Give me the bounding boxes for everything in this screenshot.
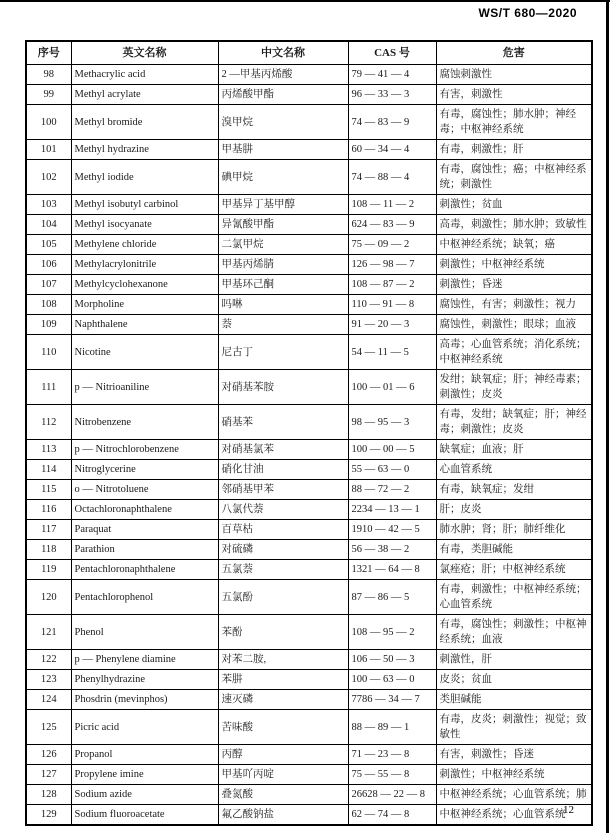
row-number-cell: 109 (26, 315, 71, 335)
chinese-name-cell: 二氯甲烷 (218, 235, 348, 255)
english-name-cell: Sodium fluoroacetate (71, 805, 218, 826)
hazard-cell: 有毒，刺激性；中枢神经系统；心血管系统 (436, 580, 592, 615)
row-number-cell: 118 (26, 540, 71, 560)
cas-number-cell: 26628 — 22 — 8 (348, 785, 436, 805)
cas-number-cell: 54 — 11 — 5 (348, 335, 436, 370)
hazard-cell: 刺激性；昏迷 (436, 275, 592, 295)
chinese-name-cell: 苯肼 (218, 670, 348, 690)
cas-number-cell: 60 — 34 — 4 (348, 140, 436, 160)
english-name-cell: Naphthalene (71, 315, 218, 335)
hazard-cell: 高毒，刺激性；肺水肿；致敏性 (436, 215, 592, 235)
row-number-cell: 123 (26, 670, 71, 690)
table-row (26, 140, 592, 160)
chinese-name-cell: 2 —甲基丙烯酸 (218, 65, 348, 85)
chinese-name-cell: 苯酚 (218, 615, 348, 650)
english-name-cell: Picric acid (71, 710, 218, 745)
english-name-cell: Methyl iodide (71, 160, 218, 195)
hazard-cell: 有毒，腐蚀性；刺激性；中枢神经系统；血液 (436, 615, 592, 650)
chinese-name-cell: 异氰酸甲酯 (218, 215, 348, 235)
row-number-cell: 99 (26, 85, 71, 105)
cas-number-cell: 100 — 01 — 6 (348, 370, 436, 405)
chinese-name-cell: 吗啉 (218, 295, 348, 315)
table-row (26, 670, 592, 690)
row-number-cell: 111 (26, 370, 71, 405)
cas-number-cell: 100 — 00 — 5 (348, 440, 436, 460)
cas-number-cell: 87 — 86 — 5 (348, 580, 436, 615)
cas-number-cell: 74 — 83 — 9 (348, 105, 436, 140)
chinese-name-cell: 对硝基氯苯 (218, 440, 348, 460)
table-row (26, 650, 592, 670)
table-row (26, 480, 592, 500)
table-row (26, 520, 592, 540)
english-name-cell: Methyl hydrazine (71, 140, 218, 160)
table-row (26, 560, 592, 580)
chinese-name-cell: 邻硝基甲苯 (218, 480, 348, 500)
chemical-table-body (26, 65, 592, 826)
english-name-cell: p — Nitrochlorobenzene (71, 440, 218, 460)
chinese-name-cell: 甲基丙烯腈 (218, 255, 348, 275)
chinese-name-cell: 溴甲烷 (218, 105, 348, 140)
cas-number-cell: 126 — 98 — 7 (348, 255, 436, 275)
table-row (26, 785, 592, 805)
english-name-cell: Methyl acrylate (71, 85, 218, 105)
english-name-cell: Morpholine (71, 295, 218, 315)
english-name-cell: Phenylhydrazine (71, 670, 218, 690)
chinese-name-cell: 甲基异丁基甲醇 (218, 195, 348, 215)
chinese-name-cell: 八氯代萘 (218, 500, 348, 520)
hazard-cell: 腐蚀刺激性 (436, 65, 592, 85)
table-row (26, 580, 592, 615)
hazard-cell: 有毒，类胆碱能 (436, 540, 592, 560)
chinese-name-cell: 对硫磷 (218, 540, 348, 560)
hazard-cell: 刺激性；中枢神经系统 (436, 765, 592, 785)
row-number-cell: 103 (26, 195, 71, 215)
cas-number-cell: 1910 — 42 — 5 (348, 520, 436, 540)
cas-number-cell: 100 — 63 — 0 (348, 670, 436, 690)
hazard-cell: 中枢神经系统；缺氧；癌 (436, 235, 592, 255)
english-name-cell: Propylene imine (71, 765, 218, 785)
chinese-name-cell: 丙醇 (218, 745, 348, 765)
table-row (26, 65, 592, 85)
chinese-name-cell: 甲基吖丙啶 (218, 765, 348, 785)
hazard-cell: 中枢神经系统；心血管系统 (436, 805, 592, 826)
cas-number-cell: 91 — 20 — 3 (348, 315, 436, 335)
cas-number-cell: 96 — 33 — 3 (348, 85, 436, 105)
hazard-cell: 高毒；心血管系统；消化系统；中枢神经系统 (436, 335, 592, 370)
row-number-cell: 100 (26, 105, 71, 140)
hazard-cell: 有毒，皮炎；刺激性；视觉；致敏性 (436, 710, 592, 745)
table-row (26, 275, 592, 295)
hazard-cell: 有害，刺激性；昏迷 (436, 745, 592, 765)
hazard-cell: 腐蚀性，刺激性；眼球；血液 (436, 315, 592, 335)
english-name-cell: Paraquat (71, 520, 218, 540)
hazard-cell: 有毒，缺氧症；发绀 (436, 480, 592, 500)
header-english-name: 英文名称 (71, 41, 218, 65)
table-row (26, 710, 592, 745)
chinese-name-cell: 硝化甘油 (218, 460, 348, 480)
chemical-hazard-table (25, 40, 593, 826)
cas-number-cell: 71 — 23 — 8 (348, 745, 436, 765)
hazard-cell: 有毒，刺激性；肝 (436, 140, 592, 160)
chinese-name-cell: 甲基肼 (218, 140, 348, 160)
hazard-cell: 发绀；缺氧症；肝；神经毒素；刺激性；皮炎 (436, 370, 592, 405)
table-row (26, 105, 592, 140)
chinese-name-cell: 五氯酚 (218, 580, 348, 615)
row-number-cell: 110 (26, 335, 71, 370)
cas-number-cell: 75 — 55 — 8 (348, 765, 436, 785)
english-name-cell: Sodium azide (71, 785, 218, 805)
english-name-cell: Phosdrin (mevinphos) (71, 690, 218, 710)
row-number-cell: 125 (26, 710, 71, 745)
english-name-cell: Nitrobenzene (71, 405, 218, 440)
row-number-cell: 101 (26, 140, 71, 160)
row-number-cell: 115 (26, 480, 71, 500)
english-name-cell: Pentachlorophenol (71, 580, 218, 615)
cas-number-cell: 88 — 72 — 2 (348, 480, 436, 500)
chinese-name-cell: 硝基苯 (218, 405, 348, 440)
chinese-name-cell: 五氯萘 (218, 560, 348, 580)
table-row (26, 160, 592, 195)
row-number-cell: 119 (26, 560, 71, 580)
chinese-name-cell: 尼古丁 (218, 335, 348, 370)
hazard-cell: 类胆碱能 (436, 690, 592, 710)
chinese-name-cell: 对硝基苯胺 (218, 370, 348, 405)
table-row (26, 615, 592, 650)
cas-number-cell: 108 — 95 — 2 (348, 615, 436, 650)
row-number-cell: 105 (26, 235, 71, 255)
chinese-name-cell: 丙烯酸甲酯 (218, 85, 348, 105)
english-name-cell: p — Phenylene diamine (71, 650, 218, 670)
cas-number-cell: 1321 — 64 — 8 (348, 560, 436, 580)
row-number-cell: 108 (26, 295, 71, 315)
page-number: 12 (563, 804, 574, 816)
english-name-cell: Nicotine (71, 335, 218, 370)
english-name-cell: Methyl isocyanate (71, 215, 218, 235)
english-name-cell: Propanol (71, 745, 218, 765)
english-name-cell: Methyl isobutyl carbinol (71, 195, 218, 215)
cas-number-cell: 108 — 87 — 2 (348, 275, 436, 295)
cas-number-cell: 62 — 74 — 8 (348, 805, 436, 826)
table-header-row (26, 41, 592, 65)
chinese-name-cell: 叠氮酸 (218, 785, 348, 805)
english-name-cell: Octachloronaphthalene (71, 500, 218, 520)
hazard-cell: 缺氧症；血液；肝 (436, 440, 592, 460)
table-row (26, 540, 592, 560)
hazard-cell: 有毒，腐蚀性；肺水肿；神经毒；中枢神经系统 (436, 105, 592, 140)
table-row (26, 500, 592, 520)
chinese-name-cell: 氟乙酸钠盐 (218, 805, 348, 826)
hazard-cell: 刺激性；贫血 (436, 195, 592, 215)
row-number-cell: 124 (26, 690, 71, 710)
cas-number-cell: 56 — 38 — 2 (348, 540, 436, 560)
table-row (26, 295, 592, 315)
english-name-cell: Methylcyclohexanone (71, 275, 218, 295)
hazard-cell: 腐蚀性，有害；刺激性；视力 (436, 295, 592, 315)
row-number-cell: 106 (26, 255, 71, 275)
table-row (26, 805, 592, 826)
chinese-name-cell: 对苯二胺, (218, 650, 348, 670)
table-row (26, 370, 592, 405)
cas-number-cell: 108 — 11 — 2 (348, 195, 436, 215)
english-name-cell: Phenol (71, 615, 218, 650)
table-row (26, 460, 592, 480)
table-row (26, 85, 592, 105)
scan-edge-top-line (0, 0, 610, 2)
row-number-cell: 122 (26, 650, 71, 670)
english-name-cell: p — Nitrioaniline (71, 370, 218, 405)
chinese-name-cell: 苦味酸 (218, 710, 348, 745)
hazard-cell: 刺激性；中枢神经系统 (436, 255, 592, 275)
english-name-cell: Methylacrylonitrile (71, 255, 218, 275)
row-number-cell: 127 (26, 765, 71, 785)
hazard-cell: 心血管系统 (436, 460, 592, 480)
chinese-name-cell: 速灭磷 (218, 690, 348, 710)
table-row (26, 215, 592, 235)
hazard-cell: 皮炎；贫血 (436, 670, 592, 690)
table-row (26, 315, 592, 335)
header-row-number: 序号 (26, 41, 71, 65)
row-number-cell: 114 (26, 460, 71, 480)
cas-number-cell: 110 — 91 — 8 (348, 295, 436, 315)
row-number-cell: 129 (26, 805, 71, 826)
table-row (26, 335, 592, 370)
english-name-cell: Nitroglycerine (71, 460, 218, 480)
cas-number-cell: 2234 — 13 — 1 (348, 500, 436, 520)
table-row (26, 765, 592, 785)
hazard-cell: 肝；皮炎 (436, 500, 592, 520)
hazard-cell: 氯痤疮；肝；中枢神经系统 (436, 560, 592, 580)
hazard-cell: 中枢神经系统；心血管系统；肺 (436, 785, 592, 805)
table-row (26, 690, 592, 710)
row-number-cell: 121 (26, 615, 71, 650)
row-number-cell: 112 (26, 405, 71, 440)
chinese-name-cell: 萘 (218, 315, 348, 335)
english-name-cell: Pentachloronaphthalene (71, 560, 218, 580)
header-chinese-name: 中文名称 (218, 41, 348, 65)
cas-number-cell: 88 — 89 — 1 (348, 710, 436, 745)
table-row (26, 195, 592, 215)
scan-edge-right-line (606, 0, 609, 833)
english-name-cell: Methacrylic acid (71, 65, 218, 85)
english-name-cell: Methylene chloride (71, 235, 218, 255)
row-number-cell: 102 (26, 160, 71, 195)
cas-number-cell: 74 — 88 — 4 (348, 160, 436, 195)
table-row (26, 405, 592, 440)
cas-number-cell: 7786 — 34 — 7 (348, 690, 436, 710)
cas-number-cell: 79 — 41 — 4 (348, 65, 436, 85)
chinese-name-cell: 甲基环己酮 (218, 275, 348, 295)
table-row (26, 440, 592, 460)
header-hazard: 危害 (436, 41, 592, 65)
chinese-name-cell: 百草枯 (218, 520, 348, 540)
cas-number-cell: 624 — 83 — 9 (348, 215, 436, 235)
english-name-cell: Methyl bromide (71, 105, 218, 140)
row-number-cell: 126 (26, 745, 71, 765)
cas-number-cell: 55 — 63 — 0 (348, 460, 436, 480)
row-number-cell: 120 (26, 580, 71, 615)
table-row (26, 745, 592, 765)
row-number-cell: 113 (26, 440, 71, 460)
hazard-cell: 肺水肿；肾；肝；肺纤维化 (436, 520, 592, 540)
cas-number-cell: 98 — 95 — 3 (348, 405, 436, 440)
row-number-cell: 116 (26, 500, 71, 520)
chinese-name-cell: 碘甲烷 (218, 160, 348, 195)
table-row (26, 255, 592, 275)
row-number-cell: 107 (26, 275, 71, 295)
row-number-cell: 98 (26, 65, 71, 85)
english-name-cell: Parathion (71, 540, 218, 560)
row-number-cell: 117 (26, 520, 71, 540)
hazard-cell: 刺激性，肝 (436, 650, 592, 670)
row-number-cell: 128 (26, 785, 71, 805)
table-row (26, 235, 592, 255)
hazard-cell: 有毒，腐蚀性；癌；中枢神经系统；刺激性 (436, 160, 592, 195)
hazard-cell: 有害，刺激性 (436, 85, 592, 105)
header-cas-number: CAS 号 (348, 41, 436, 65)
hazard-cell: 有毒，发绀；缺氧症；肝；神经毒；刺激性；皮炎 (436, 405, 592, 440)
cas-number-cell: 75 — 09 — 2 (348, 235, 436, 255)
english-name-cell: o — Nitrotoluene (71, 480, 218, 500)
cas-number-cell: 106 — 50 — 3 (348, 650, 436, 670)
row-number-cell: 104 (26, 215, 71, 235)
doc-number-header: WS/T 680—2020 (478, 6, 577, 20)
